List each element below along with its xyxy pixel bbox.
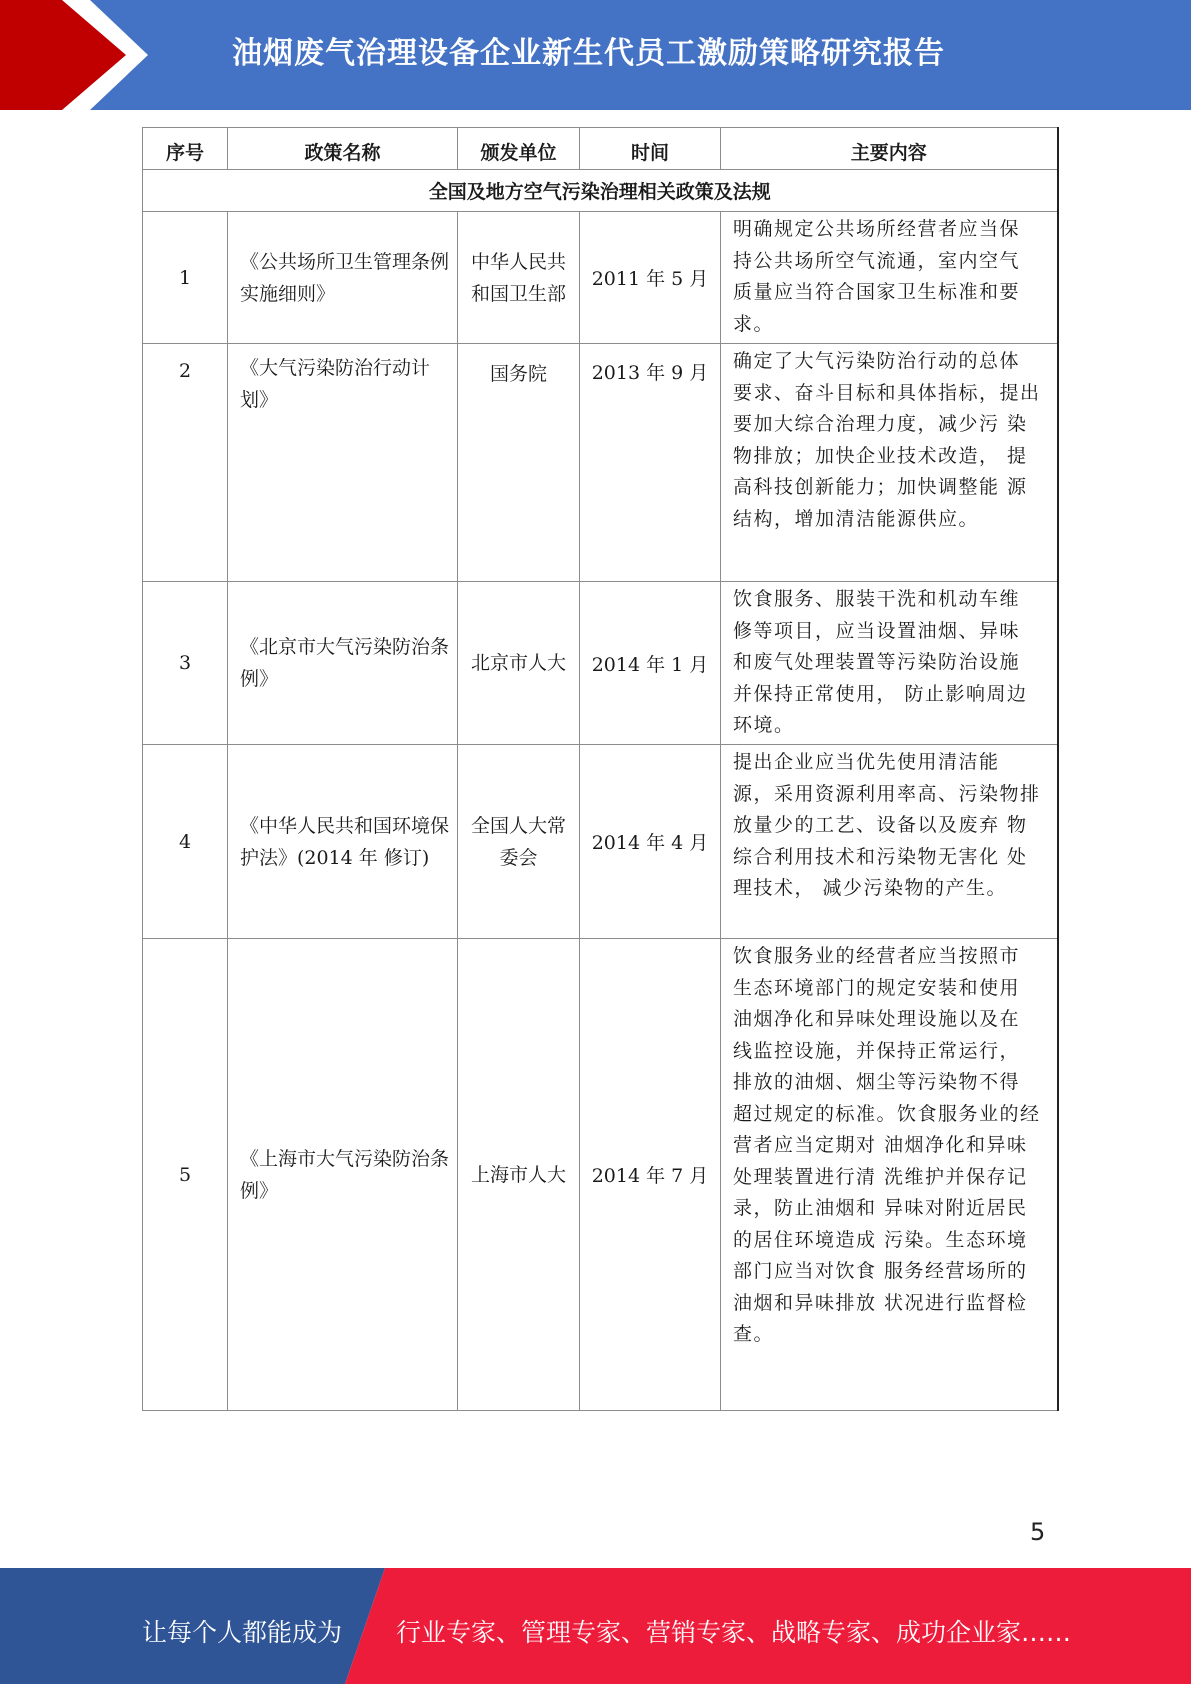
- table-row: [143, 212, 1058, 344]
- table-row: [143, 939, 1058, 1411]
- section-title: 全国及地方空气污染治理相关政策及法规: [143, 170, 1058, 212]
- header-chevron-icon: [0, 0, 160, 110]
- row-issuer: 上海市人大: [458, 939, 580, 1411]
- header-content: 主要内容: [721, 128, 1058, 170]
- row-policy-name: 《大气污染防治行动计划》: [228, 344, 458, 582]
- row-no: 2: [143, 344, 228, 582]
- row-policy-name: 《中华人民共和国环境保护法》(2014 年 修订): [228, 745, 458, 939]
- section-row: [143, 170, 1058, 212]
- table-header-row: [143, 128, 1058, 170]
- row-issuer: 全国人大常委会: [458, 745, 580, 939]
- table-row: [143, 582, 1058, 745]
- header-bar: [0, 0, 1191, 110]
- page-title: 油烟废气治理设备企业新生代员工激励策略研究报告: [232, 36, 945, 71]
- row-no: 4: [143, 745, 228, 939]
- row-issuer: 中华人民共和国卫生部: [458, 212, 580, 344]
- header-no: 序号: [143, 128, 228, 170]
- row-policy-name: 《公共场所卫生管理条例实施细则》: [228, 212, 458, 344]
- row-date: 2014 年 4 月: [580, 745, 721, 939]
- row-content: 提出企业应当优先使用清洁能 源，采用资源利用率高、污染物排放量少的工艺、设备以及废弃 物综合利用技术和污染物无害化 处理技术， 减少污染物的产生。: [721, 745, 1058, 939]
- row-no: 1: [143, 212, 228, 344]
- footer-slogan-right: 行业专家、管理专家、营销专家、战略专家、成功企业家……: [396, 1618, 1072, 1647]
- row-policy-name: 《北京市大气污染防治条例》: [228, 582, 458, 745]
- row-policy-name: 《上海市大气污染防治条例》: [228, 939, 458, 1411]
- row-content: 饮食服务、服装干洗和机动车维 修等项目，应当设置油烟、异味 和废气处理装置等污染防治设施 并保持正常使用， 防止影响周边 环境。: [721, 582, 1058, 745]
- row-content: 饮食服务业的经营者应当按照市 生态环境部门的规定安装和使用 油烟净化和异味处理设施以及在 线监控设施，并保持正常运行， 排放的油烟、烟尘等污染物不得 超过规定的标准。饮食服务业的经营者应当定期对 油烟净化和异味处理装置进行清 洗维护并保存记录，防止油烟和 异味对附近居民的居住环境造成 污染。生态环境部门应当对饮食 服务经营场所的油烟和异味排放 状况进行监督检查。: [721, 939, 1058, 1411]
- row-issuer: 北京市人大: [458, 582, 580, 745]
- policy-table: [142, 127, 1059, 1411]
- row-date: 2011 年 5 月: [580, 212, 721, 344]
- row-content: 确定了大气污染防治行动的总体 要求、奋斗目标和具体指标，提出要加大综合治理力度，减少污 染物排放；加快企业技术改造， 提高科技创新能力；加快调整能 源结构，增加清洁能源供应。: [721, 344, 1058, 582]
- row-issuer: 国务院: [458, 344, 580, 582]
- row-no: 5: [143, 939, 228, 1411]
- row-date: 2014 年 1 月: [580, 582, 721, 745]
- page-number: 5: [1030, 1518, 1046, 1546]
- header-date: 时间: [580, 128, 721, 170]
- row-content: 明确规定公共场所经营者应当保 持公共场所空气流通，室内空气 质量应当符合国家卫生标准和要 求。: [721, 212, 1058, 344]
- row-date: 2013 年 9 月: [580, 344, 721, 582]
- row-no: 3: [143, 582, 228, 745]
- header-name: 政策名称: [228, 128, 458, 170]
- row-date: 2014 年 7 月: [580, 939, 721, 1411]
- footer-slogan-left: 让每个人都能成为: [142, 1618, 343, 1647]
- table-row: [143, 344, 1058, 582]
- table-row: [143, 745, 1058, 939]
- header-unit: 颁发单位: [458, 128, 580, 170]
